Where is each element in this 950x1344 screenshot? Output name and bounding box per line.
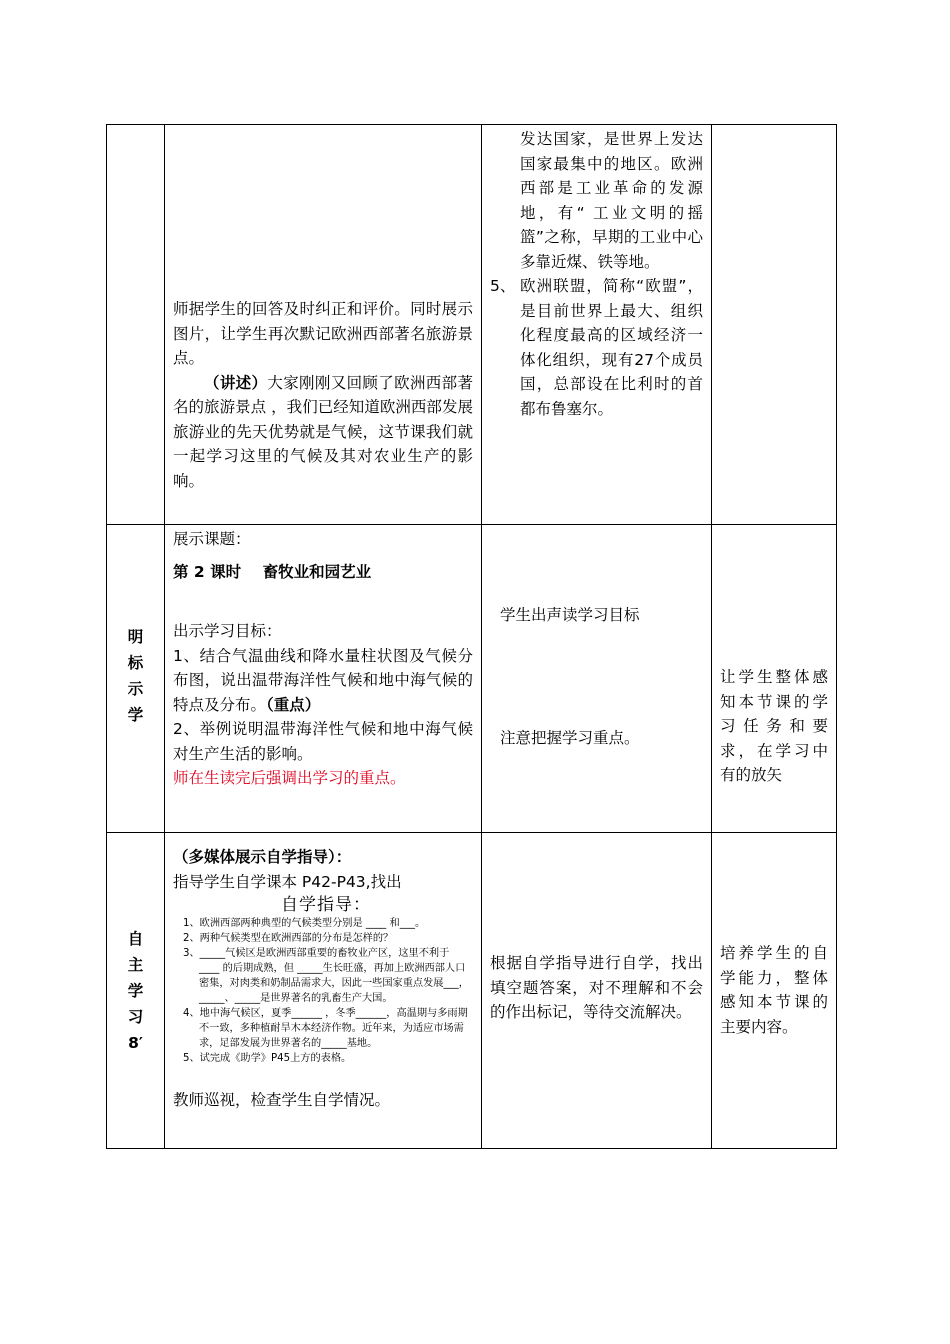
stage-char: 8′ (128, 1033, 143, 1052)
student-activity-cell (482, 833, 712, 1149)
eu-text: 欧洲联盟，简称“欧盟”，是目前世界上最大、组织化程度最高的区域经济一体化组织，现有27个成员国，总部设在比利时的首都布鲁塞尔。 (520, 277, 703, 418)
teacher-emphasis-note: 师在生读完后强调出学习的重点。 (173, 769, 406, 787)
stage-cell-empty (107, 125, 165, 525)
teacher-activity-cell (165, 833, 482, 1149)
teacher-feedback-text: 师据学生的回答及时纠正和评价。同时展示图片，让学生再次默记欧洲西部著名旅游景点。 (173, 300, 473, 367)
guide-title: 自学指导： (281, 895, 371, 915)
stage-cell (107, 525, 165, 833)
stage-char: 学 (127, 705, 144, 724)
stage-char: 标 (127, 653, 144, 672)
stage-cell (107, 833, 165, 1149)
table-row (107, 525, 837, 833)
guide-item: 5、试完成《助学》P45上方的表格。 (183, 1053, 352, 1064)
design-intent-text: 培养学生的自学能力，整体感知本节课的主要内容。 (720, 944, 828, 1036)
guide-item: 2、两种气候类型在欧洲西部的分布是怎样的？ (183, 933, 394, 944)
multimedia-guide-heading: （多媒体展示自学指导）： (173, 848, 352, 866)
table-row (107, 833, 837, 1149)
stage-char: 习 (127, 1007, 144, 1026)
design-intent-cell (712, 833, 837, 1149)
item-number: 5、 (490, 277, 516, 295)
focus-key-text: 注意把握学习重点。 (500, 728, 640, 747)
lecture-label: （讲述） (204, 373, 268, 392)
guide-item: 3、_____气候区是欧洲西部重要的畜牧业产区，这里不利于____ 的后期成熟，但 _____生长旺盛，再加上欧洲西部人口密集，对肉类和奶制品需求大，因此一些国家重点发展___，_____、_____是世界著名的乳畜生产大国。 (183, 948, 469, 1004)
student-self-study-text: 根据自学指导进行自学，找出填空题答案，对不理解和不会的作出标记，等待交流解决。 (490, 954, 703, 1021)
teacher-activity-cell (165, 525, 482, 833)
lecture-paragraph (173, 371, 473, 494)
goal-2-text: 2、举例说明温带海洋性气候和地中海气候对生产生活的影响。 (173, 720, 473, 763)
goal-item (173, 644, 473, 718)
read-goals-text: 学生出声读学习目标 (500, 606, 640, 624)
guide-item: 4、地中海气候区，夏季______ ，冬季______，高温期与多雨期不一致，多种植耐旱木本经济作物。近年来，为适应市场需求，足部发展为世界著名的_____基地。 (183, 1008, 468, 1049)
guide-item: 1、欧洲西部两种典型的气候类型分别是 ____ 和___。 (183, 918, 426, 929)
lesson-title: 第 2 课时 畜牧业和园艺业 (173, 562, 372, 581)
student-activity-cell (482, 125, 712, 525)
table-row (107, 125, 837, 525)
stage-char: 自 (127, 929, 144, 948)
design-intent-cell (712, 525, 837, 833)
stage-char: 明 (127, 627, 144, 646)
stage-char: 示 (127, 679, 144, 698)
list-item (490, 274, 703, 421)
teacher-patrol-text: 教师巡视，检查学生自学情况。 (173, 1091, 391, 1109)
key-point-label: （重点） (266, 695, 321, 714)
goals-label: 出示学习目标： (173, 622, 282, 640)
show-topic-label: 展示课题： (173, 530, 251, 548)
self-study-instruction: 指导学生自学课本 P42-P43,找出 (173, 872, 402, 891)
teacher-activity-cell (165, 125, 482, 525)
stage-char: 主 (127, 955, 144, 974)
continued-text: 发达国家，是世界上发达国家最集中的地区。欧洲西部是工业革命的发源地，有“ 工业文明的摇篮”之称，早期的工业中心多靠近煤、铁等地。 (520, 130, 703, 271)
stage-char: 学 (127, 981, 144, 1000)
student-activity-cell (482, 525, 712, 833)
lecture-text: 大家刚刚又回顾了欧洲西部著名的旅游景点 ，我们已经知道欧洲西部发展旅游业的先天优势就是气候，这节课我们就一起学习这里的气候及其对农业生产的影响。 (173, 373, 473, 490)
design-intent-cell (712, 125, 837, 525)
lesson-plan-table (106, 124, 837, 1149)
self-study-guide-slide (173, 894, 473, 1066)
goal-1-text: 1、结合气温曲线和降水量柱状图及气候分布图，说出温带海洋性气候和地中海气候的特点及分布。 (173, 646, 473, 714)
design-intent-text: 让学生整体感知本节课的学习任务和要求，在学习中有的放矢 (720, 668, 828, 784)
